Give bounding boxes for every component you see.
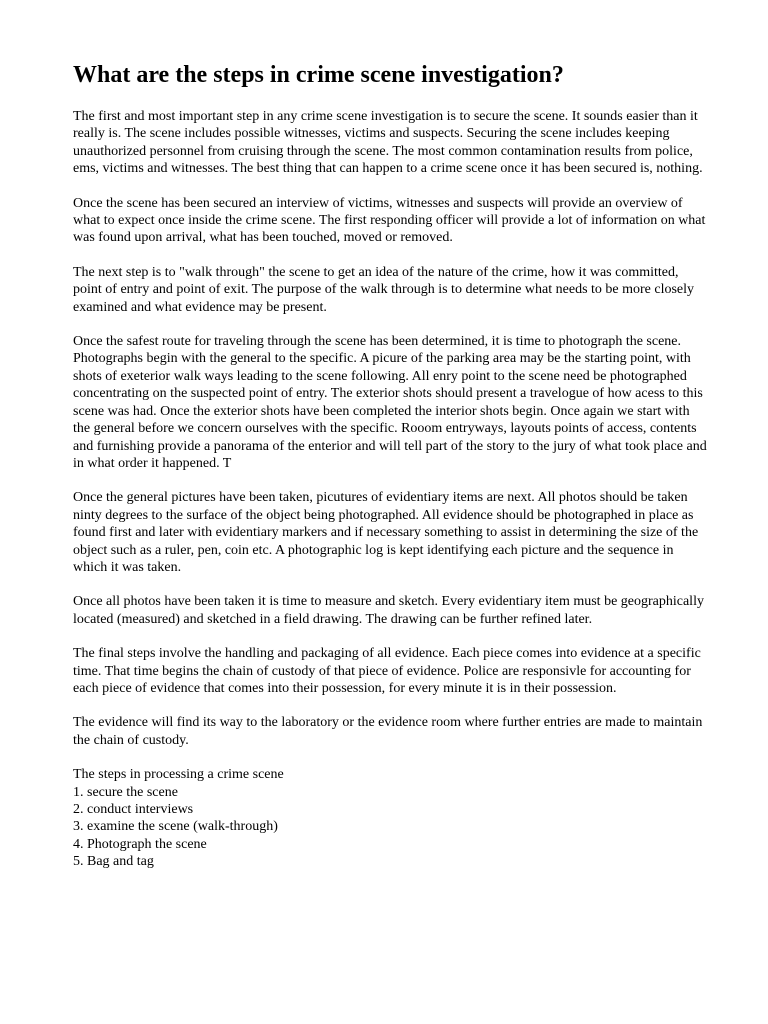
list-item: 2. conduct interviews [73,802,194,817]
list-item: 3. examine the scene (walk-through) [73,819,278,835]
paragraph-photograph-scene: Once the safest route for traveling through the scene has been determined, it is time to photograph the scene. Photographs begin with the general to the specific. A picure of the parking area may be the starting point, with shots of exeterior walk ways leading to the scene following. All enry point to the scene need be photographed concentrating on the suspected point of entry. The exterior shots should present a travelogue of how acess to this scene was had. Once the exterior shots have been completed the interior shots begin. Once again we start with the general before we concern ourselves with the specific. Rooom entryways, layouts points of access, contents and furnishing provide a panorama of the enterior and will tell part of the story to the jury of what took place and in what order it happened. T [73,334,707,471]
paragraph-evidence-photos: Once the general pictures have been taken, picutures of evidentiary items are next. All photos should be taken ninty degrees to the surface of the object being photographed. All evidence should be photographed in place as found first and later with evidentiary markers and if necessary something to assist in determining the size of the object such as a ruler, pen, coin etc. A photographic log is kept identifying each picture and the sequence in which it was taken. [73,490,699,575]
steps-list [73,766,708,870]
paragraph-walk-through: The next step is to "walk through" the scene to get an idea of the nature of the crime, how it was committed, point of entry and point of exit. The purpose of the walk through is to determine what needs to be more closely examined and what evidence may be present. [73,264,695,315]
paragraph-secure-scene: The first and most important step in any crime scene investigation is to secure the scene. It sounds easier than it really is. The scene includes possible witnesses, victims and suspects. Securing the scene includes keeping unauthorized personnel from cruising through the scene. The most common contamination results from police, ems, victims and witnesses. The best thing that can happen to a crime scene once it has been secured is, nothing. [73,109,703,177]
paragraph-packaging: The final steps involve the handling and packaging of all evidence. Each piece comes into evidence at a specific time. That time begins the chain of custody of that piece of evidence. Police are responsivle for accounting for each piece of evidence that comes into their possession, for every minute it is in their possession. [73,646,701,696]
steps-heading: The steps in processing a crime scene [73,767,284,783]
paragraph-interviews: Once the scene has been secured an interview of victims, witnesses and suspects will provide an overview of what to expect once inside the crime scene. The first responding officer will provide a lot of information on what was found upon arrival, what has been touched, moved or removed. [73,195,706,246]
page-title: What are the steps in crime scene investigation? [73,62,564,88]
paragraph-chain-of-custody: The evidence will find its way to the laboratory or the evidence room where further entries are made to maintain the chain of custody. [73,715,703,748]
list-item: 5. Bag and tag [73,854,154,870]
paragraph-measure-sketch: Once all photos have been taken it is time to measure and sketch. Every evidentiary item must be geographically located (measured) and sketched in a field drawing. The drawing can be further refined later. [73,594,704,627]
list-item: 4. Photograph the scene [73,836,207,852]
list-item: 1. secure the scene [73,784,178,800]
